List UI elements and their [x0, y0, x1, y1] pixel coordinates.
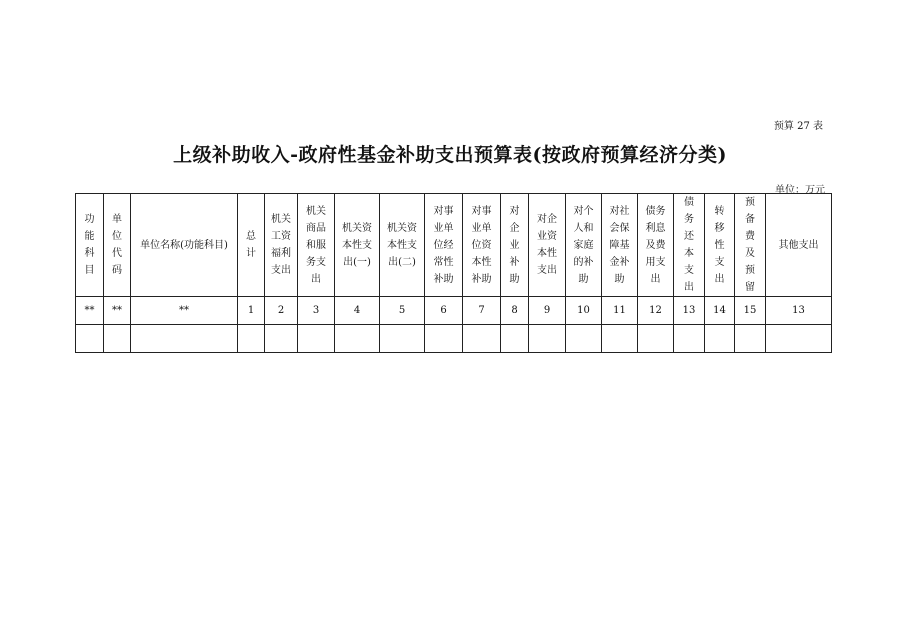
table-cell: 14	[705, 297, 735, 325]
table-cell	[104, 325, 131, 353]
table-cell	[463, 325, 501, 353]
table-cell: 4	[335, 297, 380, 325]
col-header-function-subject: 功 能 科 目	[76, 194, 104, 297]
col-header-unit-code: 单 位 代 码	[104, 194, 131, 297]
table-cell: 12	[638, 297, 674, 325]
table-cell: **	[131, 297, 238, 325]
table-cell	[238, 325, 265, 353]
table-cell	[425, 325, 463, 353]
col-header-agency-capital-2: 机关资 本性支 出(二)	[380, 194, 425, 297]
table-header-row	[76, 194, 832, 297]
col-header-reserve: 预 备 费 及 预 留	[735, 194, 766, 297]
table-cell: 7	[463, 297, 501, 325]
table-cell: 3	[298, 297, 335, 325]
table-cell: 13	[674, 297, 705, 325]
table-cell	[380, 325, 425, 353]
table-cell: 11	[602, 297, 638, 325]
col-header-agency-capital-1: 机关资 本性支 出(一)	[335, 194, 380, 297]
table-cell	[735, 325, 766, 353]
table-cell	[705, 325, 735, 353]
table-cell	[674, 325, 705, 353]
col-header-transfer: 转 移 性 支 出	[705, 194, 735, 297]
col-header-agency-wages: 机关 工资 福利 支出	[265, 194, 298, 297]
col-header-unit-name: 单位名称(功能科目)	[131, 194, 238, 297]
table-cell	[602, 325, 638, 353]
table-cell: 5	[380, 297, 425, 325]
table-cell: 10	[566, 297, 602, 325]
col-header-debt-principal: 债 务 还 本 支 出	[674, 194, 705, 297]
table-cell	[131, 325, 238, 353]
col-header-other: 其他支出	[766, 194, 832, 297]
col-header-enterprise-subsidy: 对 企 业 补 助	[501, 194, 529, 297]
table-cell	[566, 325, 602, 353]
table-cell	[298, 325, 335, 353]
table-cell	[638, 325, 674, 353]
col-header-debt-interest: 债务 利息 及费 用支 出	[638, 194, 674, 297]
table-cell: 13	[766, 297, 832, 325]
table-cell	[335, 325, 380, 353]
table-cell	[501, 325, 529, 353]
table-row	[76, 297, 832, 325]
table-cell: 1	[238, 297, 265, 325]
col-header-institution-recurrent-subsidy: 对事 业单 位经 常性 补助	[425, 194, 463, 297]
table-cell: **	[76, 297, 104, 325]
budget-table	[75, 193, 832, 353]
table-cell	[265, 325, 298, 353]
col-header-total: 总 计	[238, 194, 265, 297]
page-title: 上级补助收入-政府性基金补助支出预算表(按政府预算经济分类)	[173, 144, 727, 166]
table-cell	[529, 325, 566, 353]
table-cell	[766, 325, 832, 353]
col-header-household-subsidy: 对个 人和 家庭 的补 助	[566, 194, 602, 297]
table-cell: 2	[265, 297, 298, 325]
table-cell: 9	[529, 297, 566, 325]
col-header-institution-capital-subsidy: 对事 业单 位资 本性 补助	[463, 194, 501, 297]
table-cell: 6	[425, 297, 463, 325]
col-header-enterprise-capital: 对企 业资 本性 支出	[529, 194, 566, 297]
col-header-agency-goods-services: 机关 商品 和服 务支 出	[298, 194, 335, 297]
table-cell: 15	[735, 297, 766, 325]
col-header-social-security-subsidy: 对社 会保 障基 金补 助	[602, 194, 638, 297]
table-cell	[76, 325, 104, 353]
table-row	[76, 325, 832, 353]
table-cell: **	[104, 297, 131, 325]
unit-label: 单位：万元	[775, 185, 825, 196]
table-cell: 8	[501, 297, 529, 325]
table-number: 预算 27 表	[773, 121, 823, 132]
